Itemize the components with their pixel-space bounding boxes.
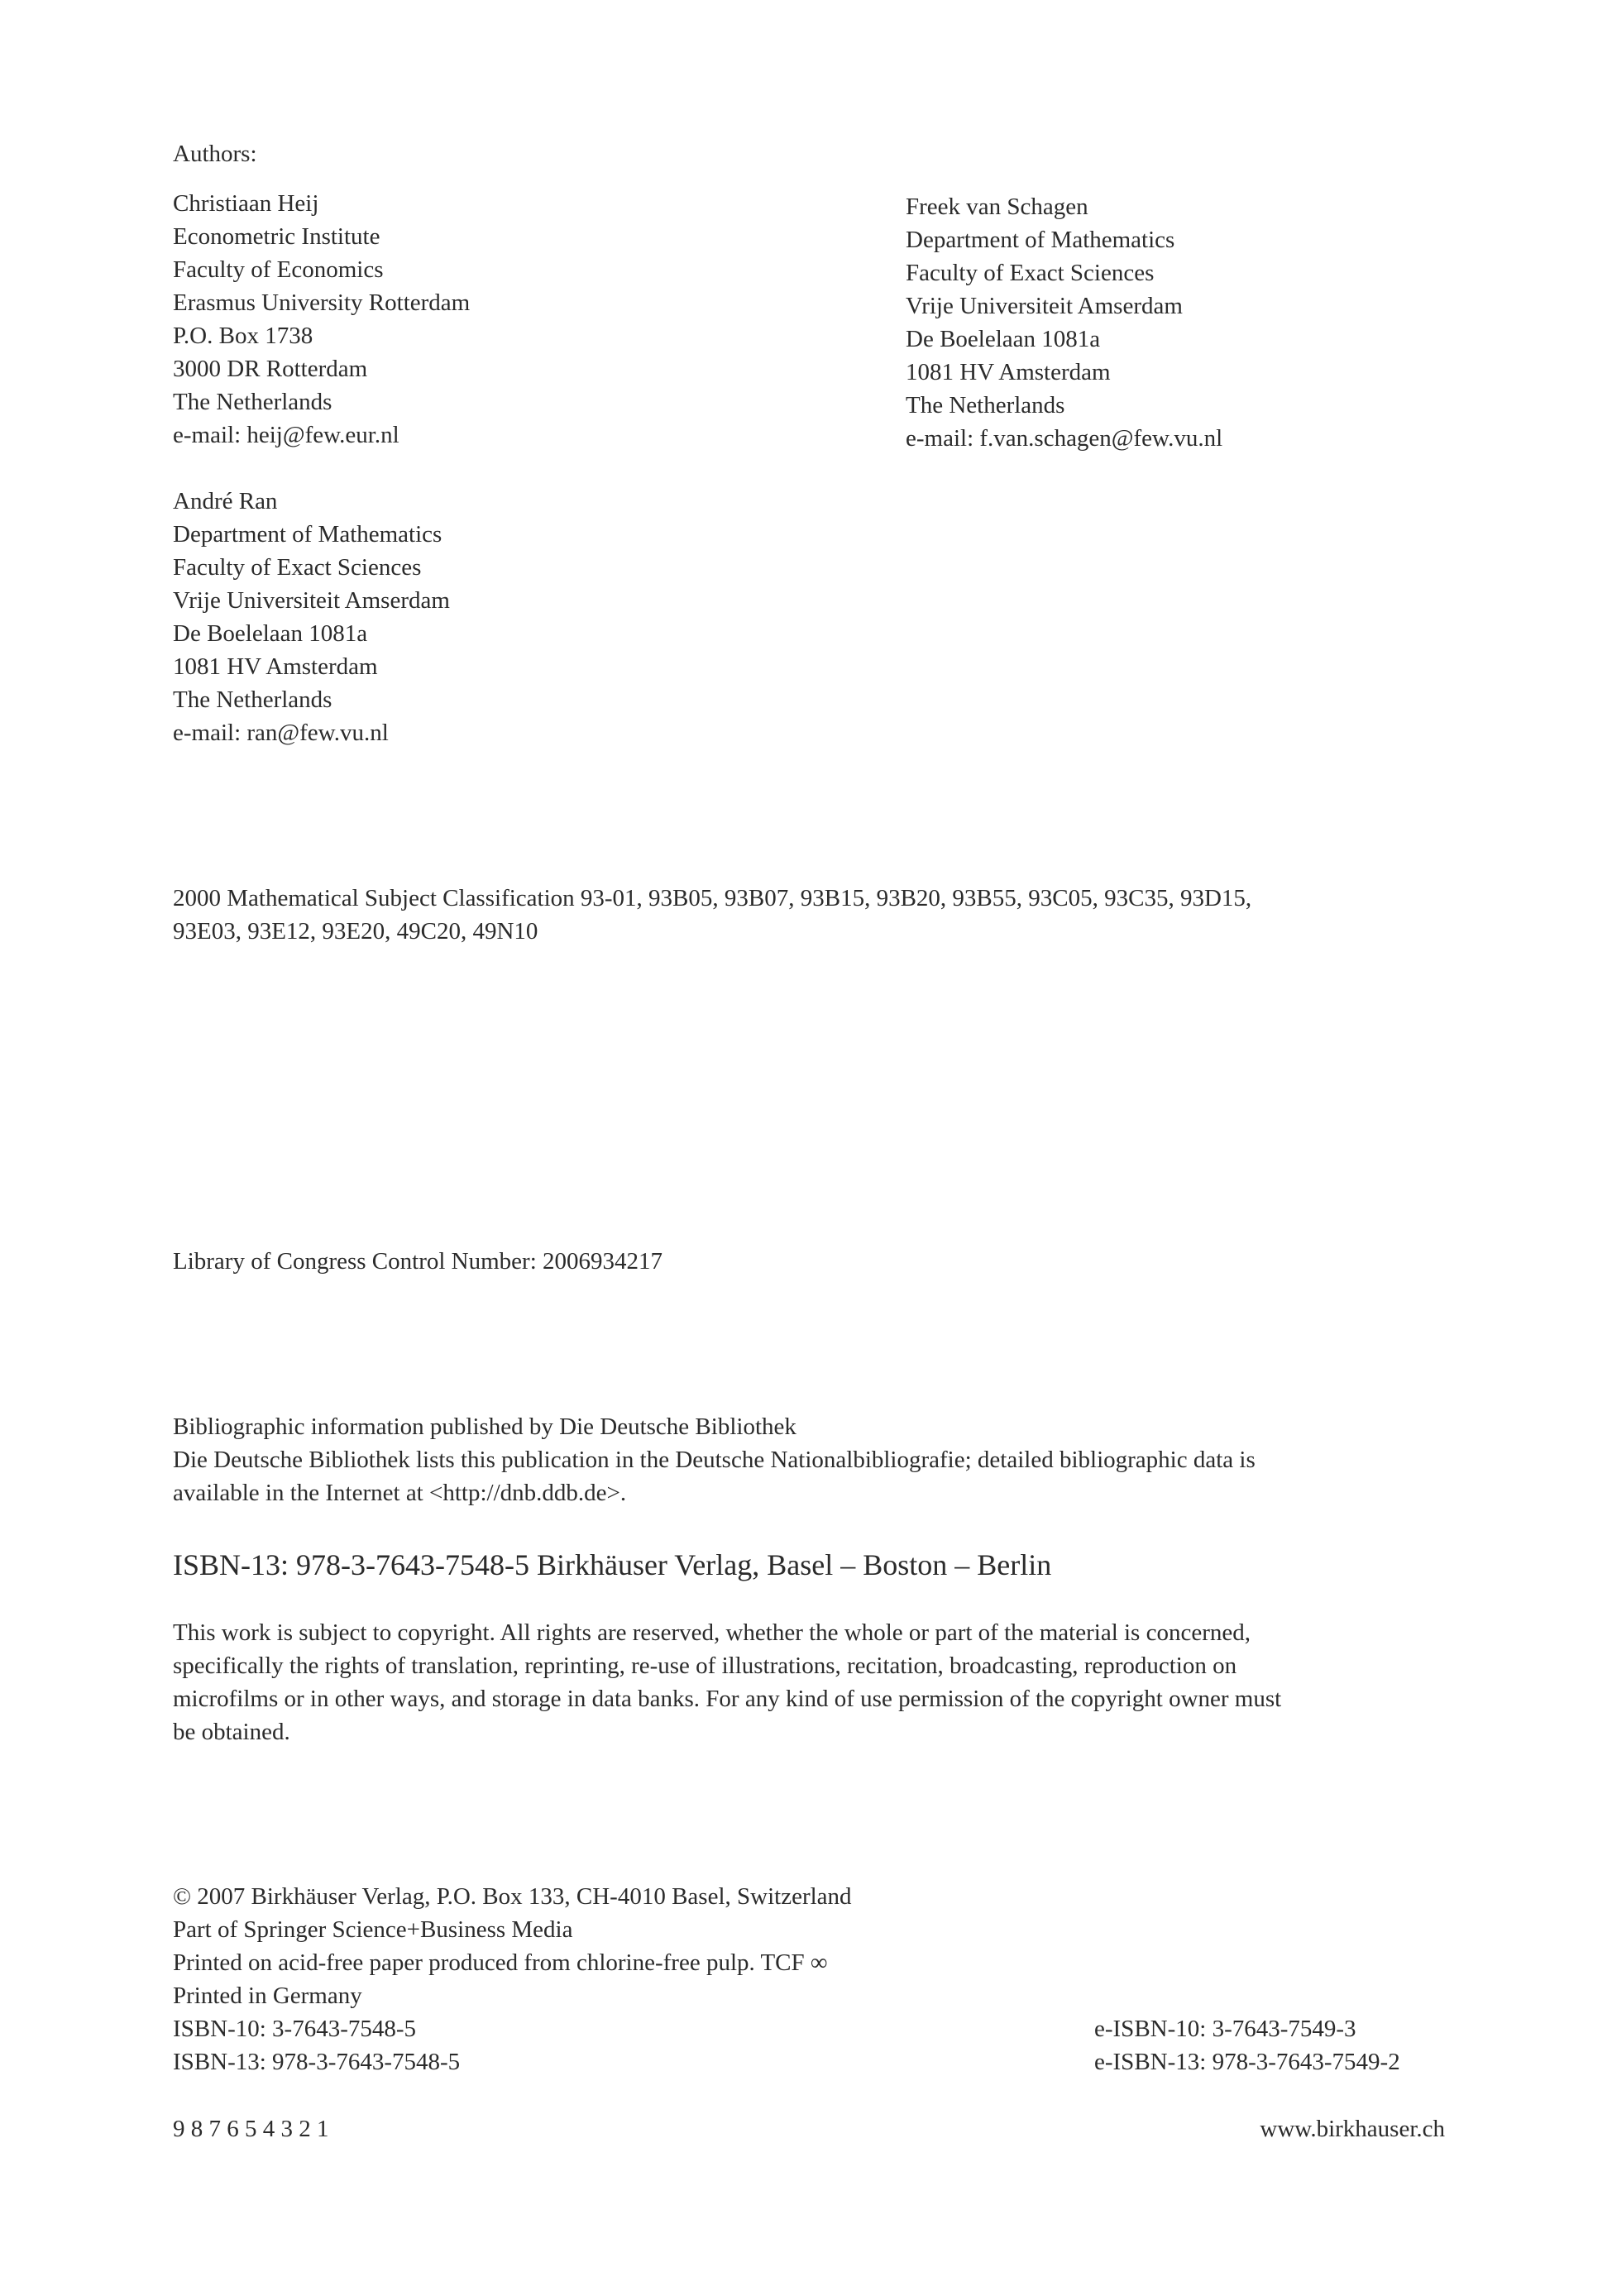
isbn-heading: ISBN-13: 978-3-7643-7548-5 Birkhäuser Verlag, Basel – Boston – Berlin: [173, 1548, 1052, 1581]
copyright-notice-line: be obtained.: [173, 1719, 290, 1745]
publisher-group: Part of Springer Science+Business Media: [173, 1916, 573, 1943]
copyright-notice: [173, 1616, 1281, 1748]
author-address-ran: [173, 485, 450, 749]
author-email: e-mail: heij@few.eur.nl: [173, 422, 399, 448]
isbn-13: ISBN-13: 978-3-7643-7548-5: [173, 2049, 461, 2075]
author-street: De Boelelaan 1081a: [906, 326, 1101, 352]
copyright-notice-line: microfilms or in other ways, and storage in data banks. For any kind of use permission of the copyright owner must: [173, 1686, 1282, 1712]
author-country: The Netherlands: [173, 389, 332, 415]
bibliographic-line: available in the Internet at <http://dnb.ddb.de>.: [173, 1480, 627, 1506]
e-isbn-10: e-ISBN-10: 3-7643-7549-3: [1094, 2016, 1356, 2042]
author-institute: Econometric Institute: [173, 223, 380, 250]
publisher-website: www.birkhauser.ch: [1260, 2116, 1445, 2142]
imprint: [173, 1880, 852, 2078]
author-email: e-mail: ran@few.vu.nl: [173, 720, 389, 746]
copyright-line: © 2007 Birkhäuser Verlag, P.O. Box 133, CH-4010 Basel, Switzerland: [173, 1883, 852, 1910]
copyright-notice-line: specifically the rights of translation, reprinting, re-use of illustrations, recitation, broadcasting, reproduction on: [173, 1653, 1237, 1679]
author-street: De Boelelaan 1081a: [173, 620, 368, 647]
lccn: Library of Congress Control Number: 2006934217: [173, 1248, 663, 1275]
copyright-notice-line: This work is subject to copyright. All rights are reserved, whether the whole or part of the material is concerned,: [173, 1619, 1251, 1646]
authors-heading: Authors:: [173, 141, 257, 167]
bibliographic-line: Die Deutsche Bibliothek lists this publication in the Deutsche Nationalbibliografie; detailed bibliographic data is: [173, 1447, 1256, 1473]
author-street: P.O. Box 1738: [173, 323, 313, 349]
author-name: Freek van Schagen: [906, 194, 1088, 220]
isbn-10: ISBN-10: 3-7643-7548-5: [173, 2016, 417, 2042]
printed-in: Printed in Germany: [173, 1983, 362, 2009]
author-department: Department of Mathematics: [906, 227, 1175, 253]
author-university: Vrije Universiteit Amserdam: [173, 587, 450, 614]
classification-line: 2000 Mathematical Subject Classification 93-01, 93B05, 93B07, 93B15, 93B20, 93B55, 93C05, 93C35, 93D15,: [173, 885, 1252, 911]
e-isbn-13: e-ISBN-13: 978-3-7643-7549-2: [1094, 2049, 1400, 2075]
author-name: Christiaan Heij: [173, 190, 319, 217]
bibliographic-information: [173, 1410, 1256, 1509]
author-faculty: Faculty of Exact Sciences: [906, 260, 1155, 286]
e-isbn: [1094, 2012, 1400, 2078]
printing-line: 9 8 7 6 5 4 3 2 1: [173, 2116, 329, 2142]
author-address-van-schagen: [906, 190, 1222, 455]
author-faculty: Faculty of Economics: [173, 256, 384, 283]
author-university: Vrije Universiteit Amserdam: [906, 293, 1183, 319]
author-city: 1081 HV Amsterdam: [173, 653, 378, 680]
author-university: Erasmus University Rotterdam: [173, 289, 471, 316]
bibliographic-line: Bibliographic information published by Die Deutsche Bibliothek: [173, 1413, 796, 1440]
author-address-heij: [173, 187, 470, 452]
subject-classification: [173, 882, 1251, 948]
author-email: e-mail: f.van.schagen@few.vu.nl: [906, 425, 1223, 452]
author-city: 1081 HV Amsterdam: [906, 359, 1111, 385]
classification-line: 93E03, 93E12, 93E20, 49C20, 49N10: [173, 918, 538, 945]
author-city: 3000 DR Rotterdam: [173, 356, 368, 382]
author-department: Department of Mathematics: [173, 521, 442, 548]
author-name: André Ran: [173, 488, 278, 514]
author-country: The Netherlands: [173, 686, 332, 713]
author-country: The Netherlands: [906, 392, 1065, 419]
author-faculty: Faculty of Exact Sciences: [173, 554, 422, 581]
paper-note: Printed on acid-free paper produced from chlorine-free pulp. TCF ∞: [173, 1949, 828, 1976]
